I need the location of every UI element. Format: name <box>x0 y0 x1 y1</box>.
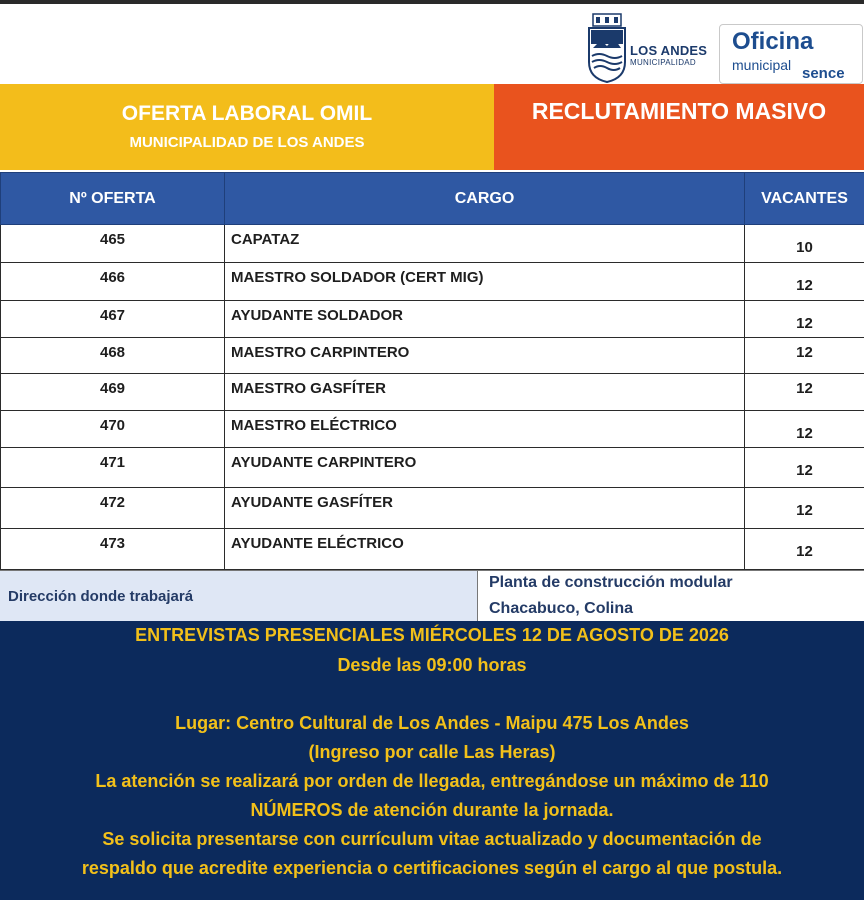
offer-number: 468 <box>1 338 225 374</box>
municipality-name: LOS ANDES <box>630 43 708 58</box>
table-row <box>1 225 864 263</box>
offer-number: 466 <box>1 263 225 301</box>
work-address-label: Dirección donde trabajará <box>8 588 194 605</box>
offer-number: 471 <box>1 448 225 488</box>
work-address-line2: Chacabuco, Colina <box>489 600 634 617</box>
column-header-cargo: CARGO <box>225 173 745 225</box>
table-row <box>1 411 864 448</box>
table-row <box>1 488 864 529</box>
vacancy-count: 12 <box>745 301 864 338</box>
vacancy-count: 12 <box>745 338 864 374</box>
job-title: MAESTRO CARPINTERO <box>225 338 745 374</box>
vacancy-count: 12 <box>745 374 864 411</box>
interview-entrance: (Ingreso por calle Las Heras) <box>308 742 556 762</box>
oficina-municipal-logo <box>719 24 863 84</box>
table-header-row <box>1 173 864 225</box>
job-title: AYUDANTE GASFÍTER <box>225 488 745 529</box>
job-title: AYUDANTE CARPINTERO <box>225 448 745 488</box>
header <box>0 4 864 84</box>
vacancy-count: 12 <box>745 411 864 448</box>
municipality-subtitle: MUNICIPALIDAD <box>630 58 696 67</box>
job-title: MAESTRO ELÉCTRICO <box>225 411 745 448</box>
table-row <box>1 301 864 338</box>
offer-title: OFERTA LABORAL OMIL <box>121 102 373 125</box>
offer-subtitle: MUNICIPALIDAD DE LOS ANDES <box>129 134 365 151</box>
job-title: MAESTRO SOLDADOR (CERT MIG) <box>225 263 745 301</box>
column-header-numero: Nº OFERTA <box>1 173 225 225</box>
work-address-value-cell <box>477 570 864 621</box>
interview-location: Lugar: Centro Cultural de Los Andes - Maipu 475 Los Andes <box>175 713 689 733</box>
table-row <box>1 374 864 411</box>
job-title: CAPATAZ <box>225 225 745 263</box>
oficina-subtitle: municipal <box>732 57 792 73</box>
attendance-note: La atención se realizará por orden de llegada, entregándose un máximo de 110 <box>95 771 769 791</box>
interview-time: Desde las 09:00 horas <box>337 655 527 675</box>
vacancy-count: 12 <box>745 448 864 488</box>
sence-logo-text: sence <box>802 65 845 82</box>
vacancy-count: 12 <box>745 263 864 301</box>
interview-date: ENTREVISTAS PRESENCIALES MIÉRCOLES 12 DE AGOSTO DE 2026 <box>135 625 729 645</box>
offer-number: 470 <box>1 411 225 448</box>
table-row <box>1 448 864 488</box>
job-title: AYUDANTE SOLDADOR <box>225 301 745 338</box>
oficina-title: Oficina <box>732 28 814 55</box>
offer-number: 465 <box>1 225 225 263</box>
vacancy-count: 12 <box>745 488 864 529</box>
work-address-label-cell <box>0 570 477 621</box>
vacancy-count: 12 <box>745 529 864 570</box>
recruitment-title: RECLUTAMIENTO MASIVO <box>531 98 827 124</box>
offer-banner <box>0 84 494 170</box>
documents-note-cont: respaldo que acredite experiencia o certificaciones según el cargo al que postula. <box>81 858 783 878</box>
vacancy-count: 10 <box>745 225 864 263</box>
job-title: MAESTRO GASFÍTER <box>225 374 745 411</box>
documents-note: Se solicita presentarse con currículum vitae actualizado y documentación de <box>102 829 762 849</box>
offer-number: 473 <box>1 529 225 570</box>
table-row <box>1 529 864 570</box>
job-title: AYUDANTE ELÉCTRICO <box>225 529 745 570</box>
offer-number: 469 <box>1 374 225 411</box>
table-row <box>1 263 864 301</box>
job-offers-table <box>0 172 864 570</box>
recruitment-banner <box>494 84 864 170</box>
work-address-line1: Planta de construcción modular <box>489 574 733 591</box>
attendance-note-cont: NÚMEROS de atención durante la jornada. <box>250 800 614 820</box>
offer-number: 472 <box>1 488 225 529</box>
municipality-logo-text <box>630 44 707 68</box>
interview-info-panel <box>0 621 864 900</box>
column-header-vacantes: VACANTES <box>745 173 864 225</box>
offer-number: 467 <box>1 301 225 338</box>
table-row <box>1 338 864 374</box>
municipal-crest-icon <box>587 12 627 84</box>
